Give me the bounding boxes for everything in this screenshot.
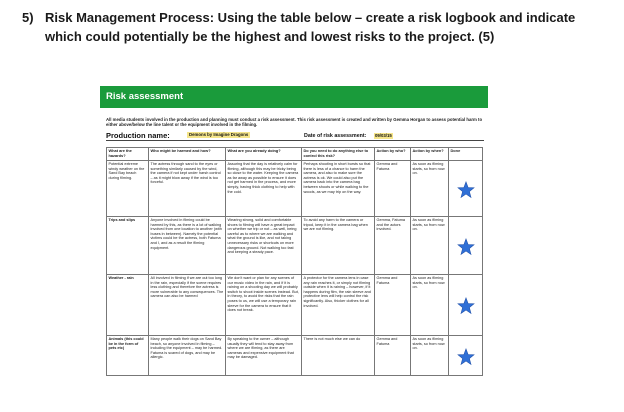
already-doing-cell: Assuring that the day is relatively calm for filming, although this may be tricky being so close to the water. Keeping the camera as far away as possible to ensure it does not get harmed in the process, and more simply, having thick clothing to help with the cold.	[226, 161, 302, 217]
hazard-cell: Trips and slips	[107, 217, 149, 275]
header-action-by-when: Action by when?	[411, 148, 449, 161]
header-anything-else: Do you need to do anything else to control this risk?	[302, 148, 375, 161]
action-by-who-cell: Gemma, Fatuma and the actors involved.	[375, 217, 411, 275]
production-line	[106, 131, 484, 141]
who-harmed-cell: Anyone involved in filming could be harmed by this, as there is a lot of walking involved from one location to another (with buses in between). Namely the potential victims could be the actress, both Fatuma and I, and as a result the filming equipment.	[149, 217, 226, 275]
table-header-row	[107, 148, 483, 161]
production-label: Production name:	[106, 131, 170, 140]
table-row	[107, 217, 483, 275]
action-by-who-cell: Gemma and Fatuma	[375, 275, 411, 336]
date-value: 09/03/15	[375, 133, 392, 138]
done-cell	[449, 217, 483, 275]
action-by-when-cell: As soon as filming starts, so from now on.	[411, 217, 449, 275]
already-doing-cell: By speaking to the owner – although usually they will tend to stay away from where we are filming, as there are cameras and expensive equipment that may be damaged.	[226, 336, 302, 376]
blue-star-icon	[457, 237, 475, 255]
anything-else-cell: There is not much else we can do	[302, 336, 375, 376]
already-doing-cell: Wearing strong, solid and comfortable shoes to filming will have a great impact on whether we trip or not – as well, being careful as to where we are walking and what the ground is like, and not taking unnecessary risks or shortcuts on more dangerous ground. Not walking too fast and keeping a steady pace.	[226, 217, 302, 275]
blue-star-icon	[457, 347, 475, 365]
who-harmed-cell: The actress through sand to the eyes or something similarly caused by the wind, the camera if not kept under harsh control – as it might blow away if the wind is too forceful.	[149, 161, 226, 217]
table-row	[107, 275, 483, 336]
header-already-doing: What are you already doing?	[226, 148, 302, 161]
risk-assessment-document	[100, 86, 488, 412]
action-by-when-cell: As soon as filming starts, so from now on.	[411, 336, 449, 376]
risk-table	[106, 147, 483, 376]
header-who-harmed: Who might be harmed and how?	[149, 148, 226, 161]
action-by-when-cell: As soon as filming starts, so from now on.	[411, 161, 449, 217]
who-harmed-cell: Many people walk their dogs on Sand Bay beach, so anyone involved in filming – including the equipment – may be harmed. Fatuma is scared of dogs, and may be allergic.	[149, 336, 226, 376]
header-done: Done	[449, 148, 483, 161]
header-action-by-who: Action by who?	[375, 148, 411, 161]
question-number: 5)	[22, 10, 34, 25]
risk-assessment-banner: Risk assessment	[100, 86, 488, 108]
done-cell	[449, 275, 483, 336]
blue-star-icon	[457, 297, 475, 315]
action-by-when-cell: As soon as filming starts, so from now on.	[411, 275, 449, 336]
production-name: Demons by Imagine Dragons	[189, 132, 249, 137]
table-row	[107, 161, 483, 217]
header-hazards: What are the hazards?	[107, 148, 149, 161]
anything-else-cell: A protector for the camera lens in case any rain reaches it, or simply not filming outside when it is raining – however, if it happens during film, the rain sleeve and protective lens will help control the risk significantly. Also, thicker clothes for all involved.	[302, 275, 375, 336]
table-row	[107, 336, 483, 376]
question-text: Risk Management Process: Using the table below – create a risk logbook and indicate which could potentially be the highest and lowest risks to the project. (5)	[45, 10, 576, 44]
hazard-cell: Potential extreme windy weather on the Sand Bay beach during filming.	[107, 161, 149, 217]
blue-star-icon	[457, 180, 475, 198]
done-cell	[449, 336, 483, 376]
anything-else-cell: Perhaps shooting in short bursts so that there is less of a chance to harm the camera, and also to make sure the actress is ok. We could also put the camera back into the camera bag between shoots or while walking to the woods, as we may trip on the way.	[302, 161, 375, 217]
done-cell	[449, 161, 483, 217]
intro-paragraph: All media students involved in the production and planning must conduct a risk assessment. This risk assessment is created and written by Gemma Horgan to assess potential harm to either above/below the line talent or the equipment involved in the filming.	[106, 117, 483, 128]
anything-else-cell: To avoid any harm to the camera or tripod, keep it in the camera bag when we are not filming.	[302, 217, 375, 275]
action-by-who-cell: Gemma and Fatuma	[375, 161, 411, 217]
already-doing-cell: We don't want or plan for any scenes of our music video in the rain, and if it is raining on a shooting day we will probably switch to shoot inside scenes instead. But, in theory, to avoid the risks that the rain poses to us, we will use a temporary rain sleeve for the camera to ensure that it does not break.	[226, 275, 302, 336]
date-label: Date of risk assessment:	[304, 133, 367, 139]
who-harmed-cell: All involved in filming if we are out too long in the rain, especially if the scene requires less clothing and therefore the actress is more vulnerable to any consequences. The camera can also be harmed	[149, 275, 226, 336]
action-by-who-cell: Gemma and Fatuma	[375, 336, 411, 376]
hazard-cell: Weather - rain	[107, 275, 149, 336]
hazard-cell: Animals (this could be in the form of pets etc)	[107, 336, 149, 376]
